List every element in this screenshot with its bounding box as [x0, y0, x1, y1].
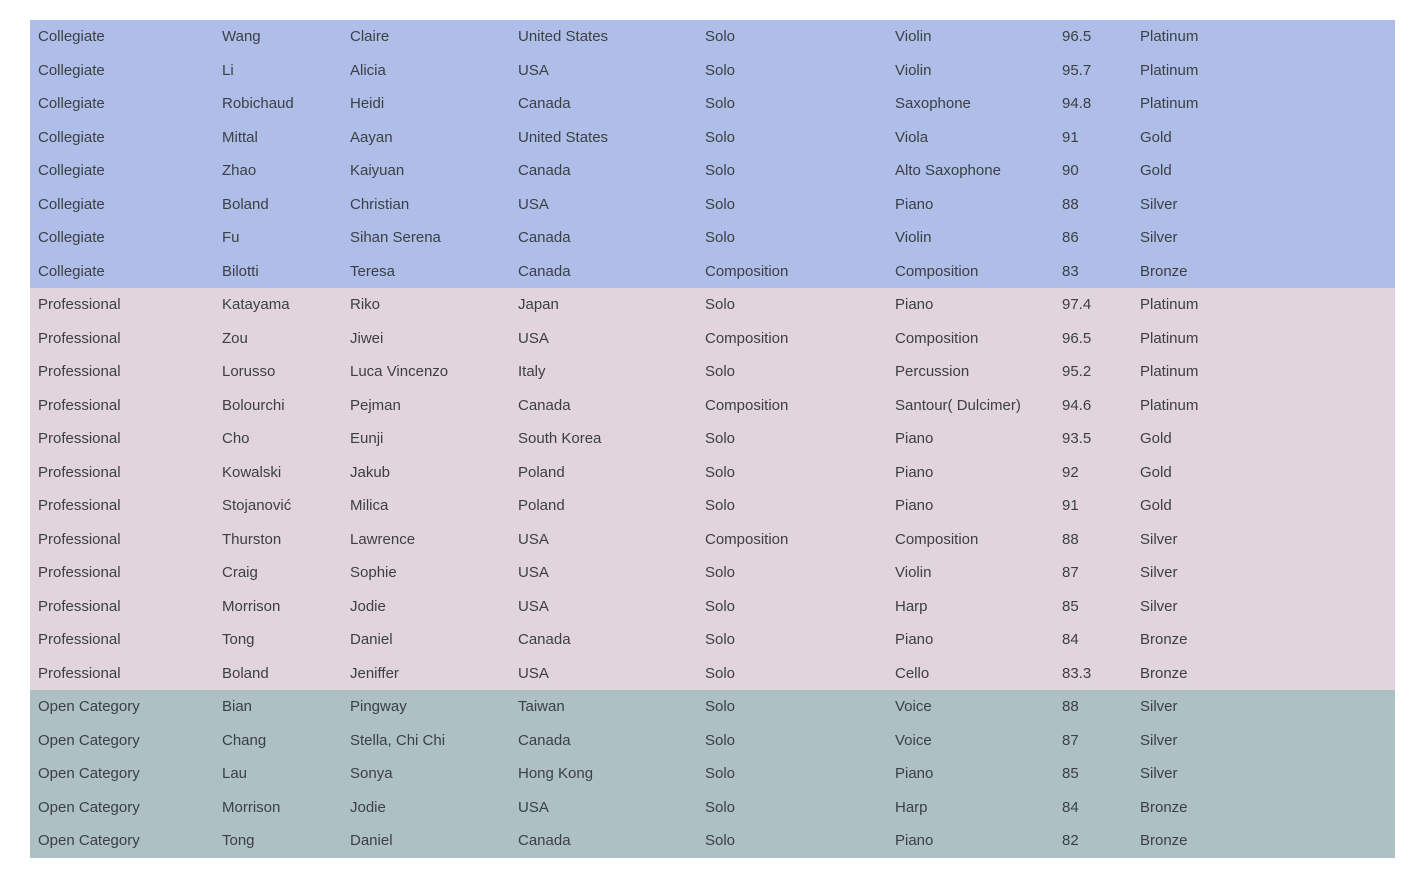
cell-first_name[interactable]: Jeniffer: [350, 664, 399, 682]
cell-category[interactable]: Professional: [38, 296, 121, 314]
cell-instrument[interactable]: Composition: [895, 262, 979, 280]
table-row-open-category: [30, 757, 1395, 791]
cell-award[interactable]: Platinum: [1140, 95, 1199, 113]
cell-country[interactable]: Canada: [518, 396, 571, 414]
cell-country[interactable]: Italy: [518, 363, 546, 381]
cell-award[interactable]: Silver: [1140, 698, 1178, 716]
cell-instrument[interactable]: Violin: [895, 564, 932, 582]
cell-score[interactable]: 88: [1062, 530, 1079, 548]
cell-entry_type[interactable]: Solo: [705, 95, 736, 113]
cell-entry_type[interactable]: Solo: [705, 296, 736, 314]
cell-category[interactable]: Professional: [38, 631, 121, 649]
cell-entry_type[interactable]: Solo: [705, 497, 736, 515]
cell-category[interactable]: Collegiate: [38, 95, 105, 113]
cell-first_name[interactable]: Aayan: [350, 128, 393, 146]
cell-instrument[interactable]: Violin: [895, 28, 932, 46]
cell-category[interactable]: Open Category: [38, 698, 140, 716]
cell-award[interactable]: Gold: [1140, 497, 1172, 515]
cell-country[interactable]: United States: [518, 128, 609, 146]
cell-category[interactable]: Professional: [38, 664, 121, 682]
cell-instrument[interactable]: Harp: [895, 597, 928, 615]
cell-country[interactable]: USA: [518, 597, 549, 615]
cell-category[interactable]: Open Category: [38, 832, 140, 850]
table-row-collegiate: [30, 255, 1395, 289]
cell-category[interactable]: Collegiate: [38, 162, 105, 180]
table-row-professional: [30, 623, 1395, 657]
cell-entry_type[interactable]: Solo: [705, 162, 736, 180]
table-row-professional: [30, 556, 1395, 590]
cell-award[interactable]: Silver: [1140, 195, 1178, 213]
cell-score[interactable]: 87: [1062, 564, 1079, 582]
cell-award[interactable]: Silver: [1140, 731, 1178, 749]
cell-score[interactable]: 88: [1062, 698, 1079, 716]
cell-first_name[interactable]: Kaiyuan: [350, 162, 405, 180]
cell-country[interactable]: Canada: [518, 95, 571, 113]
cell-last_name[interactable]: Boland: [222, 664, 269, 682]
table-row-collegiate: [30, 20, 1395, 54]
table-row-open-category: [30, 791, 1395, 825]
cell-category[interactable]: Professional: [38, 430, 121, 448]
cell-entry_type[interactable]: Solo: [705, 631, 736, 649]
table-row-collegiate: [30, 87, 1395, 121]
table-row-open-category: [30, 824, 1395, 858]
cell-first_name[interactable]: Jakub: [350, 463, 391, 481]
competition-results-table: [30, 20, 1395, 858]
cell-category[interactable]: Collegiate: [38, 61, 105, 79]
table-row-professional: [30, 389, 1395, 423]
table-row-collegiate: [30, 221, 1395, 255]
cell-category[interactable]: Professional: [38, 396, 121, 414]
cell-award[interactable]: Bronze: [1140, 631, 1188, 649]
cell-category[interactable]: Open Category: [38, 798, 140, 816]
cell-first_name[interactable]: Christian: [350, 195, 410, 213]
cell-instrument[interactable]: Piano: [895, 765, 934, 783]
cell-instrument[interactable]: Composition: [895, 329, 979, 347]
cell-country[interactable]: USA: [518, 530, 549, 548]
cell-last_name[interactable]: Craig: [222, 564, 258, 582]
cell-country[interactable]: USA: [518, 564, 549, 582]
table-row-professional: [30, 657, 1395, 691]
cell-first_name[interactable]: Sophie: [350, 564, 397, 582]
cell-entry_type[interactable]: Solo: [705, 731, 736, 749]
cell-entry_type[interactable]: Solo: [705, 363, 736, 381]
cell-last_name[interactable]: Bolourchi: [222, 396, 285, 414]
cell-country[interactable]: Canada: [518, 832, 571, 850]
cell-last_name[interactable]: Morrison: [222, 798, 281, 816]
cell-entry_type[interactable]: Solo: [705, 195, 736, 213]
cell-entry_type[interactable]: Solo: [705, 765, 736, 783]
cell-instrument[interactable]: Piano: [895, 296, 934, 314]
cell-score[interactable]: 90: [1062, 162, 1079, 180]
cell-entry_type[interactable]: Composition: [705, 262, 789, 280]
cell-category[interactable]: Professional: [38, 530, 121, 548]
cell-entry_type[interactable]: Solo: [705, 664, 736, 682]
cell-last_name[interactable]: Katayama: [222, 296, 290, 314]
cell-country[interactable]: USA: [518, 329, 549, 347]
cell-instrument[interactable]: Voice: [895, 731, 932, 749]
cell-entry_type[interactable]: Solo: [705, 229, 736, 247]
cell-award[interactable]: Silver: [1140, 597, 1178, 615]
cell-first_name[interactable]: Lawrence: [350, 530, 416, 548]
cell-award[interactable]: Gold: [1140, 128, 1172, 146]
table-row-open-category: [30, 724, 1395, 758]
cell-entry_type[interactable]: Solo: [705, 564, 736, 582]
cell-award[interactable]: Platinum: [1140, 396, 1199, 414]
cell-score[interactable]: 91: [1062, 128, 1079, 146]
cell-entry_type[interactable]: Composition: [705, 329, 789, 347]
cell-country[interactable]: South Korea: [518, 430, 602, 448]
cell-award[interactable]: Silver: [1140, 530, 1178, 548]
cell-award[interactable]: Platinum: [1140, 61, 1199, 79]
cell-score[interactable]: 85: [1062, 765, 1079, 783]
cell-last_name[interactable]: Kowalski: [222, 463, 282, 481]
table-row-collegiate: [30, 121, 1395, 155]
cell-country[interactable]: Canada: [518, 731, 571, 749]
cell-first_name[interactable]: Pejman: [350, 396, 401, 414]
cell-last_name[interactable]: Morrison: [222, 597, 281, 615]
cell-category[interactable]: Open Category: [38, 731, 140, 749]
table-row-professional: [30, 489, 1395, 523]
cell-last_name[interactable]: Robichaud: [222, 95, 294, 113]
cell-first_name[interactable]: Heidi: [350, 95, 385, 113]
cell-country[interactable]: USA: [518, 61, 549, 79]
cell-instrument[interactable]: Violin: [895, 61, 932, 79]
cell-score[interactable]: 97.4: [1062, 296, 1092, 314]
cell-instrument[interactable]: Saxophone: [895, 95, 971, 113]
cell-score[interactable]: 88: [1062, 195, 1079, 213]
cell-last_name[interactable]: Boland: [222, 195, 269, 213]
cell-award[interactable]: Platinum: [1140, 363, 1199, 381]
cell-category[interactable]: Professional: [38, 329, 121, 347]
cell-award[interactable]: Silver: [1140, 765, 1178, 783]
table-row-professional: [30, 322, 1395, 356]
cell-instrument[interactable]: Composition: [895, 530, 979, 548]
cell-last_name[interactable]: Stojanović: [222, 497, 292, 515]
cell-entry_type[interactable]: Solo: [705, 28, 736, 46]
cell-score[interactable]: 96.5: [1062, 28, 1092, 46]
cell-last_name[interactable]: Lorusso: [222, 363, 276, 381]
cell-last_name[interactable]: Chang: [222, 731, 267, 749]
cell-country[interactable]: Taiwan: [518, 698, 565, 716]
cell-entry_type[interactable]: Composition: [705, 396, 789, 414]
cell-score[interactable]: 84: [1062, 631, 1079, 649]
cell-first_name[interactable]: Milica: [350, 497, 389, 515]
cell-instrument[interactable]: Percussion: [895, 363, 970, 381]
cell-score[interactable]: 87: [1062, 731, 1079, 749]
cell-score[interactable]: 84: [1062, 798, 1079, 816]
cell-first_name[interactable]: Luca Vincenzo: [350, 363, 449, 381]
cell-first_name[interactable]: Pingway: [350, 698, 407, 716]
cell-last_name[interactable]: Li: [222, 61, 234, 79]
cell-entry_type[interactable]: Solo: [705, 597, 736, 615]
cell-instrument[interactable]: Cello: [895, 664, 930, 682]
cell-score[interactable]: 83.3: [1062, 664, 1092, 682]
cell-award[interactable]: Platinum: [1140, 329, 1199, 347]
cell-instrument[interactable]: Harp: [895, 798, 928, 816]
cell-country[interactable]: USA: [518, 195, 549, 213]
cell-instrument[interactable]: Santour( Dulcimer): [895, 396, 1021, 414]
cell-category[interactable]: Professional: [38, 463, 121, 481]
cell-category[interactable]: Collegiate: [38, 229, 105, 247]
cell-country[interactable]: Poland: [518, 463, 565, 481]
cell-country[interactable]: USA: [518, 664, 549, 682]
cell-category[interactable]: Professional: [38, 497, 121, 515]
cell-entry_type[interactable]: Composition: [705, 530, 789, 548]
cell-award[interactable]: Platinum: [1140, 296, 1199, 314]
cell-score[interactable]: 91: [1062, 497, 1079, 515]
cell-entry_type[interactable]: Solo: [705, 798, 736, 816]
cell-award[interactable]: Bronze: [1140, 798, 1188, 816]
cell-award[interactable]: Platinum: [1140, 28, 1199, 46]
cell-award[interactable]: Bronze: [1140, 262, 1188, 280]
cell-award[interactable]: Bronze: [1140, 832, 1188, 850]
cell-last_name[interactable]: Bian: [222, 698, 253, 716]
cell-entry_type[interactable]: Solo: [705, 61, 736, 79]
cell-country[interactable]: USA: [518, 798, 549, 816]
cell-entry_type[interactable]: Solo: [705, 430, 736, 448]
cell-instrument[interactable]: Piano: [895, 631, 934, 649]
cell-last_name[interactable]: Fu: [222, 229, 240, 247]
cell-country[interactable]: Poland: [518, 497, 565, 515]
cell-score[interactable]: 85: [1062, 597, 1079, 615]
cell-score[interactable]: 93.5: [1062, 430, 1092, 448]
cell-country[interactable]: Canada: [518, 631, 571, 649]
cell-first_name[interactable]: Jodie: [350, 798, 386, 816]
cell-category[interactable]: Collegiate: [38, 195, 105, 213]
cell-first_name[interactable]: Sonya: [350, 765, 393, 783]
cell-last_name[interactable]: Zhao: [222, 162, 257, 180]
cell-country[interactable]: Hong Kong: [518, 765, 594, 783]
cell-last_name[interactable]: Thurston: [222, 530, 282, 548]
cell-first_name[interactable]: Eunji: [350, 430, 384, 448]
cell-entry_type[interactable]: Solo: [705, 463, 736, 481]
cell-instrument[interactable]: Piano: [895, 497, 934, 515]
table-row-professional: [30, 590, 1395, 624]
cell-award[interactable]: Silver: [1140, 564, 1178, 582]
cell-instrument[interactable]: Piano: [895, 195, 934, 213]
cell-category[interactable]: Collegiate: [38, 262, 105, 280]
cell-country[interactable]: Canada: [518, 162, 571, 180]
cell-award[interactable]: Silver: [1140, 229, 1178, 247]
cell-instrument[interactable]: Violin: [895, 229, 932, 247]
cell-country[interactable]: Japan: [518, 296, 559, 314]
cell-country[interactable]: Canada: [518, 229, 571, 247]
cell-score[interactable]: 96.5: [1062, 329, 1092, 347]
cell-score[interactable]: 83: [1062, 262, 1079, 280]
results-table-body: [30, 20, 1395, 858]
spreadsheet-region: [30, 20, 1395, 858]
cell-score[interactable]: 95.7: [1062, 61, 1092, 79]
cell-first_name[interactable]: Stella, Chi Chi: [350, 731, 446, 749]
cell-last_name[interactable]: Bilotti: [222, 262, 259, 280]
cell-first_name[interactable]: Riko: [350, 296, 381, 314]
cell-last_name[interactable]: Tong: [222, 631, 255, 649]
cell-last_name[interactable]: Tong: [222, 832, 255, 850]
cell-entry_type[interactable]: Solo: [705, 698, 736, 716]
cell-country[interactable]: United States: [518, 28, 609, 46]
cell-instrument[interactable]: Viola: [895, 128, 929, 146]
cell-score[interactable]: 94.8: [1062, 95, 1092, 113]
table-row-collegiate: [30, 54, 1395, 88]
cell-instrument[interactable]: Piano: [895, 430, 934, 448]
cell-category[interactable]: Open Category: [38, 765, 140, 783]
cell-first_name[interactable]: Jiwei: [350, 329, 384, 347]
cell-first_name[interactable]: Claire: [350, 28, 390, 46]
table-row-collegiate: [30, 188, 1395, 222]
cell-instrument[interactable]: Piano: [895, 832, 934, 850]
cell-last_name[interactable]: Cho: [222, 430, 250, 448]
table-row-professional: [30, 523, 1395, 557]
cell-award[interactable]: Gold: [1140, 463, 1172, 481]
cell-instrument[interactable]: Piano: [895, 463, 934, 481]
cell-score[interactable]: 95.2: [1062, 363, 1092, 381]
cell-first_name[interactable]: Daniel: [350, 832, 393, 850]
cell-award[interactable]: Gold: [1140, 430, 1172, 448]
table-row-collegiate: [30, 154, 1395, 188]
cell-first_name[interactable]: Alicia: [350, 61, 386, 79]
cell-instrument[interactable]: Alto Saxophone: [895, 162, 1001, 180]
cell-entry_type[interactable]: Solo: [705, 832, 736, 850]
cell-first_name[interactable]: Jodie: [350, 597, 386, 615]
cell-category[interactable]: Collegiate: [38, 128, 105, 146]
cell-country[interactable]: Canada: [518, 262, 571, 280]
cell-category[interactable]: Professional: [38, 363, 121, 381]
cell-last_name[interactable]: Mittal: [222, 128, 258, 146]
cell-score[interactable]: 94.6: [1062, 396, 1092, 414]
cell-category[interactable]: Professional: [38, 597, 121, 615]
cell-category[interactable]: Collegiate: [38, 28, 105, 46]
cell-score[interactable]: 86: [1062, 229, 1079, 247]
cell-entry_type[interactable]: Solo: [705, 128, 736, 146]
cell-last_name[interactable]: Wang: [222, 28, 261, 46]
cell-first_name[interactable]: Teresa: [350, 262, 396, 280]
cell-last_name[interactable]: Lau: [222, 765, 248, 783]
table-row-professional: [30, 422, 1395, 456]
cell-score[interactable]: 92: [1062, 463, 1079, 481]
cell-first_name[interactable]: Sihan Serena: [350, 229, 441, 247]
table-row-professional: [30, 456, 1395, 490]
table-row-open-category: [30, 690, 1395, 724]
table-row-professional: [30, 288, 1395, 322]
table-row-professional: [30, 355, 1395, 389]
cell-instrument[interactable]: Voice: [895, 698, 932, 716]
cell-category[interactable]: Professional: [38, 564, 121, 582]
cell-first_name[interactable]: Daniel: [350, 631, 393, 649]
cell-award[interactable]: Bronze: [1140, 664, 1188, 682]
cell-last_name[interactable]: Zou: [222, 329, 248, 347]
cell-award[interactable]: Gold: [1140, 162, 1172, 180]
cell-score[interactable]: 82: [1062, 832, 1079, 850]
